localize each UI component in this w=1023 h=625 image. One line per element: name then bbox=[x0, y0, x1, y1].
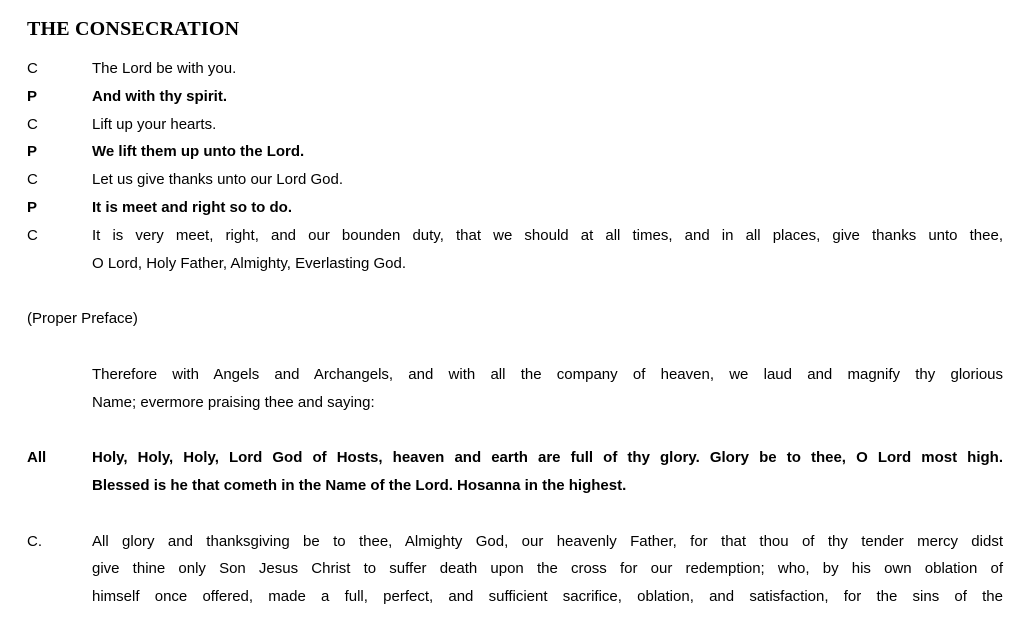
preface-paragraph-section bbox=[27, 361, 1003, 417]
text-line: We lift them up unto the Lord. bbox=[92, 143, 305, 161]
text-line: And with thy spirit. bbox=[92, 87, 227, 105]
text-line: give thine only Son Jesus Christ to suffer death upon the cross for our redemption; who, by his own oblation of bbox=[92, 560, 1003, 578]
speaker-label: C bbox=[27, 60, 38, 77]
dialogue-section bbox=[27, 55, 1003, 277]
text-line: Therefore with Angels and Archangels, and with all the company of heaven, we laud and magnify thy glorious bbox=[92, 365, 1003, 383]
liturgy-text bbox=[92, 138, 1003, 166]
liturgy-row bbox=[27, 194, 1003, 222]
liturgy-row bbox=[27, 111, 1003, 139]
liturgy-text bbox=[92, 111, 1003, 139]
liturgy-row bbox=[27, 444, 1003, 500]
liturgy-text bbox=[92, 166, 1003, 194]
text-line: Blessed is he that cometh in the Name of the Lord. Hosanna in the highest. bbox=[92, 476, 627, 494]
speaker-label: All bbox=[27, 449, 47, 467]
speaker-label: C bbox=[27, 171, 38, 189]
proper-preface-note: (Proper Preface) bbox=[27, 310, 138, 328]
speaker-label: P bbox=[27, 143, 38, 161]
text-line: Lift up your hearts. bbox=[92, 115, 217, 133]
liturgy-text bbox=[92, 444, 1003, 500]
page-title: THE CONSECRATION bbox=[27, 18, 240, 40]
speaker-label: P bbox=[27, 87, 38, 105]
text-line: O Lord, Holy Father, Almighty, Everlasting God. bbox=[92, 254, 407, 272]
liturgy-text bbox=[92, 194, 1003, 222]
liturgy-row bbox=[27, 361, 1003, 417]
liturgy-row bbox=[27, 138, 1003, 166]
text-line: himself once offered, made a full, perfect, and sufficient sacrifice, oblation, and satisfaction, for the sins of the bbox=[92, 588, 1003, 606]
liturgy-row bbox=[27, 55, 1003, 83]
sanctus-section bbox=[27, 444, 1003, 500]
liturgy-row bbox=[27, 528, 1003, 611]
liturgy-row bbox=[27, 222, 1003, 278]
speaker-label bbox=[27, 361, 92, 417]
liturgy-row bbox=[27, 83, 1003, 111]
liturgy-text bbox=[92, 222, 1003, 278]
speaker-label: C bbox=[27, 115, 38, 133]
liturgy-text bbox=[92, 361, 1003, 417]
liturgy-text bbox=[92, 528, 1003, 611]
liturgy-text bbox=[92, 55, 1003, 83]
speaker-label: P bbox=[27, 198, 38, 216]
text-line: Name; evermore praising thee and saying: bbox=[92, 393, 375, 411]
liturgy-text bbox=[92, 83, 1003, 111]
text-line: It is very meet, right, and our bounden duty, that we should at all times, and in all places, give thanks unto thee, bbox=[92, 226, 1003, 244]
speaker-label: C bbox=[27, 226, 38, 244]
text-line: All glory and thanksgiving be to thee, Almighty God, our heavenly Father, for that thou of thy tender mercy didst bbox=[92, 532, 1003, 550]
prayer-section bbox=[27, 528, 1003, 611]
speaker-label: C. bbox=[27, 532, 42, 550]
text-line: Let us give thanks unto our Lord God. bbox=[92, 171, 343, 189]
liturgy-row bbox=[27, 166, 1003, 194]
text-line: Holy, Holy, Holy, Lord God of Hosts, heaven and earth are full of thy glory. Glory be to thee, O Lord most high. bbox=[92, 449, 1003, 467]
text-line: The Lord be with you. bbox=[92, 60, 237, 77]
text-line: It is meet and right so to do. bbox=[92, 198, 293, 216]
